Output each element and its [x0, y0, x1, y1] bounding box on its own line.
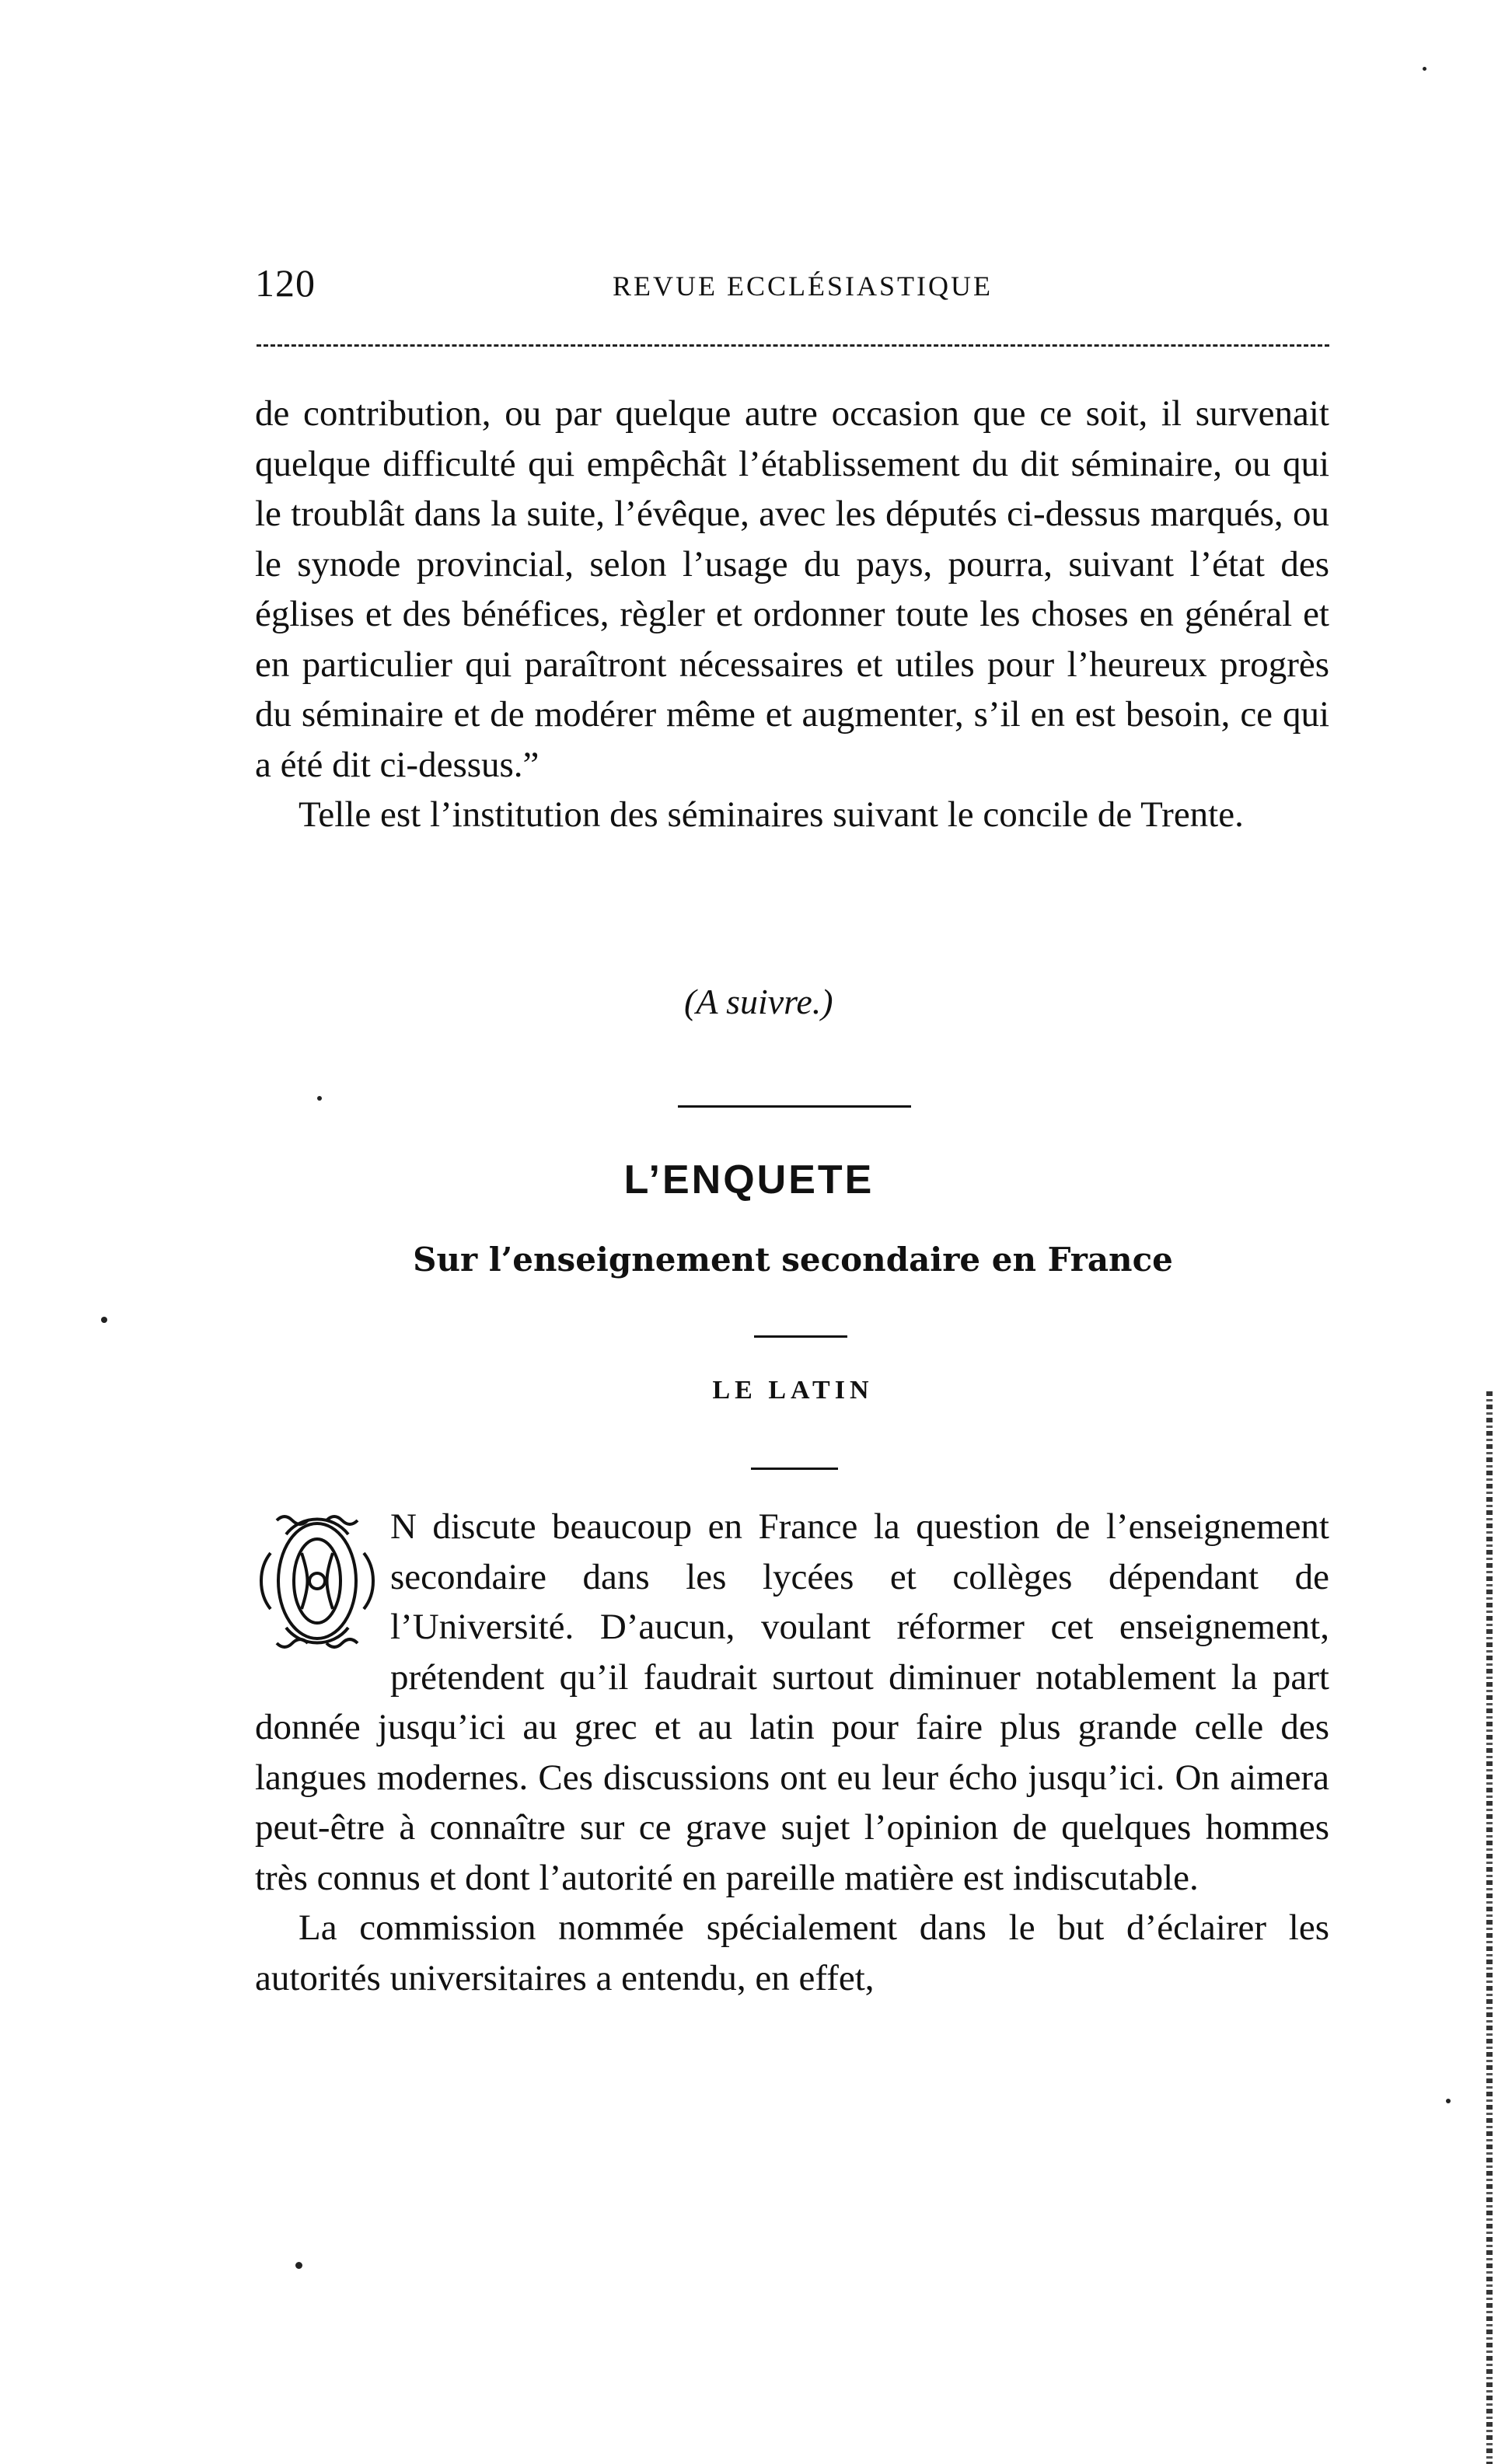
article-paragraph-1-text: N discute beaucoup en France la question de l’enseignement secondaire dans les lycées et collèges dépendant de l’Université. D’aucun, voulant réformer cet enseignement, prétendent qu’il faudrait surtout diminuer notablement la part donnée jusqu’ici au grec et au latin pour faire plus grande celle des langues modernes. Ces discussions ont eu leur écho jusqu’ici. On aimera peut-être à connaître sur ce grave sujet l’opinion de quelques hommes très connus et dont l’autorité en pareille matière est indiscutable. — [255, 1506, 1329, 1898]
ornamental-drop-cap — [255, 1506, 379, 1656]
continued-paragraph: de contribution, ou par quelque autre occasion que ce soit, il survenait quelque difficulté qui empêchât l’établissement du dit séminaire, ou qui le troublât dans la suite, l’évêque, avec les députés ci-dessus marqués, ou le synode provincial, selon l’usage du pays, pourra, suivant l’état des églises et des bénéfices, règler et ordonner toute les choses en général et en particulier qui paraîtront nécessaires et utiles pour l’heureux progrès du séminaire et de modérer même et augmenter, s’il en est besoin, ce qui a été dit ci-dessus.” — [255, 393, 1329, 785]
article-paragraph-1 — [255, 1502, 1329, 1903]
drop-cap-letter — [379, 1506, 380, 1507]
article-title: L’ENQUETE — [623, 1157, 875, 1202]
running-head — [255, 260, 1328, 315]
short-divider-rule — [754, 1335, 847, 1338]
scan-speck — [1423, 67, 1426, 71]
drop-cap-o-ornament-icon — [255, 1506, 379, 1656]
running-title: REVUE ECCLÉSIASTIQUE — [613, 270, 993, 302]
article-paragraph-2: La commission nommée spécialement dans le but d’éclairer les autorités universitaires a entendu, en effet, — [255, 1907, 1329, 1998]
article-subtitle: Sur l’enseignement secondaire en France — [413, 1241, 1173, 1279]
header-rule — [257, 344, 1329, 347]
page-number: 120 — [255, 261, 316, 305]
scan-speck — [1446, 2099, 1451, 2103]
short-divider-rule-2 — [751, 1468, 838, 1470]
scan-speck — [295, 2262, 302, 2269]
scan-edge-strip — [1486, 1391, 1493, 2464]
article-body — [255, 1502, 1329, 2003]
continued-text — [255, 389, 1329, 840]
scan-speck — [317, 1096, 322, 1101]
scan-speck — [101, 1317, 107, 1323]
closing-paragraph: Telle est l’institution des séminaires suivant le concile de Trente. — [299, 794, 1244, 835]
to-be-continued-note: (A suivre.) — [684, 982, 833, 1021]
section-title: LE LATIN — [712, 1376, 874, 1405]
section-divider-rule — [678, 1105, 911, 1108]
